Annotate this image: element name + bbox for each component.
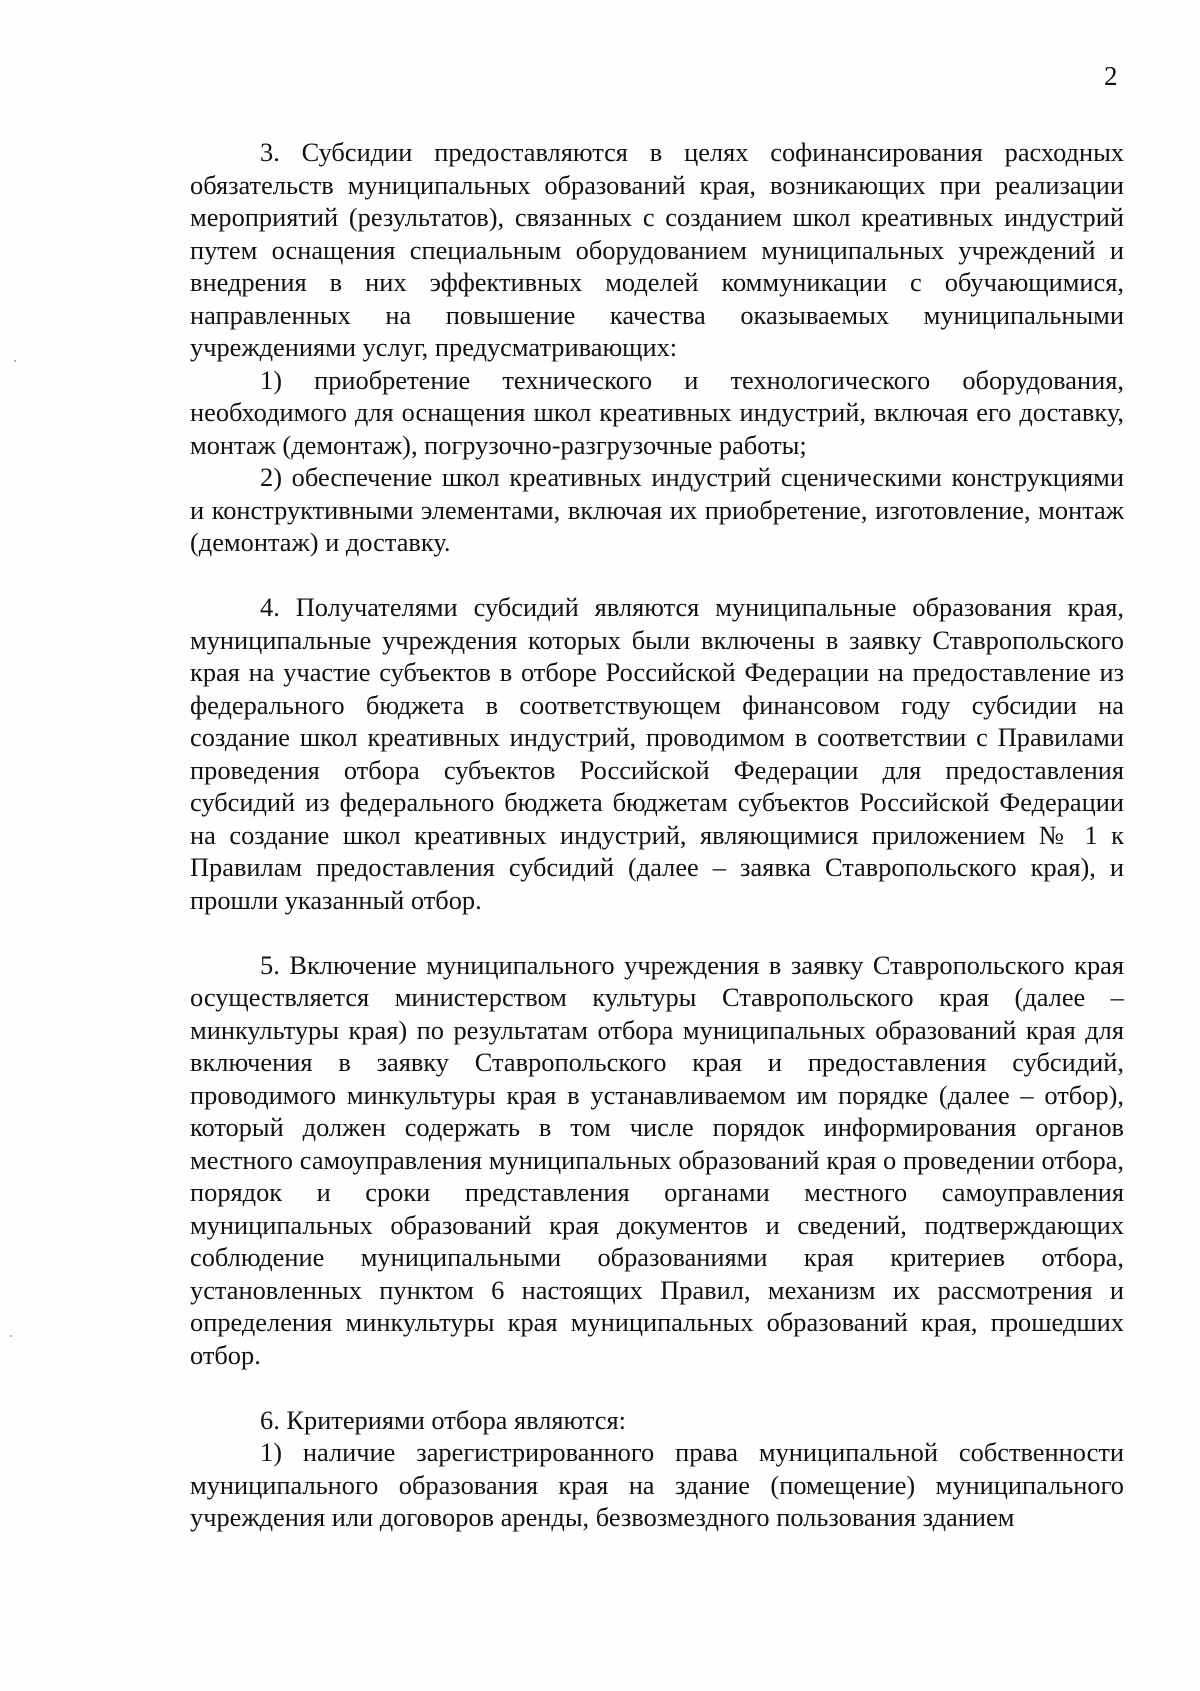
- scan-speck: [14, 360, 16, 362]
- section-3-item-2: 2) обеспечение школ креативных индустрий сценическими конструкциями и конструктивными элементами, включая их приобретение, изготовление, монтаж (демонтаж) и доставку.: [190, 462, 1124, 557]
- paragraph-gap: [190, 559, 1124, 592]
- scan-speck: [10, 1335, 12, 1337]
- section-3-paragraph: 3. Субсидии предоставляются в целях софинансирования расходных обязательств муниципальных образований края, возникающих при реализации мероприятий (результатов), связанных с созданием школ креативных индустрий путем оснащения специальным оборудованием муниципальных учреждений и внедрения в них эффективных моделей коммуникации с обучающимися, направленных на повышение качества оказываемых муниципальными учреждениями услуг, предусматривающих:: [190, 137, 1124, 362]
- section-4-paragraph: 4. Получателями субсидий являются муниципальные образования края, муниципальные учреждения которых были включены в заявку Ставропольского края на участие субъектов в отборе Российской Федерации на предоставление из федерального бюджета в соответствующем финансовом году субсидии на создание школ креативных индустрий, проводимом в соответствии с Правилами проведения отбора субъектов Российской Федерации для предоставления субсидий из федерального бюджета бюджетам субъектов Российской Федерации на создание школ креативных индустрий, являющимися приложением № 1 к Правилам предоставления субсидий (далее – заявка Ставропольского края), и прошли указанный отбор.: [190, 592, 1124, 915]
- section-3-item-1: 1) приобретение технического и технологического оборудования, необходимого для оснащения школ креативных индустрий, включая его доставку, монтаж (демонтаж), погрузочно-разгрузочные работы;: [190, 364, 1124, 460]
- page-number: 2: [1104, 61, 1118, 91]
- section-6-item-1: 1) наличие зарегистрированного права муниципальной собственности муниципального образования края на здание (помещение) муниципального учреждения или договоров аренды, безвозмездного пользования зданием: [190, 1437, 1124, 1532]
- document-body: [190, 136, 1124, 1534]
- section-5-paragraph: 5. Включение муниципального учреждения в заявку Ставропольского края осуществляется министерством культуры Ставропольского края (далее – минкультуры края) по результатам отбора муниципальных образований края для включения в заявку Ставропольского края и предоставления субсидий, проводимого минкультуры края в устанавливаемом им порядке (далее – отбор), который должен содержать в том числе порядок информирования органов местного самоуправления муниципальных образований края о проведении отбора, порядок и сроки представления органами местного самоуправления муниципальных образований края документов и сведений, подтверждающих соблюдение муниципальными образованиями края критериев отбора, установленных пунктом 6 настоящих Правил, механизм их рассмотрения и определения минкультуры края муниципальных образований края, прошедших отбор.: [190, 949, 1124, 1370]
- paragraph-gap: [190, 1371, 1124, 1404]
- paragraph-gap: [190, 916, 1124, 949]
- section-6-heading: 6. Критериями отбора являются:: [260, 1404, 626, 1435]
